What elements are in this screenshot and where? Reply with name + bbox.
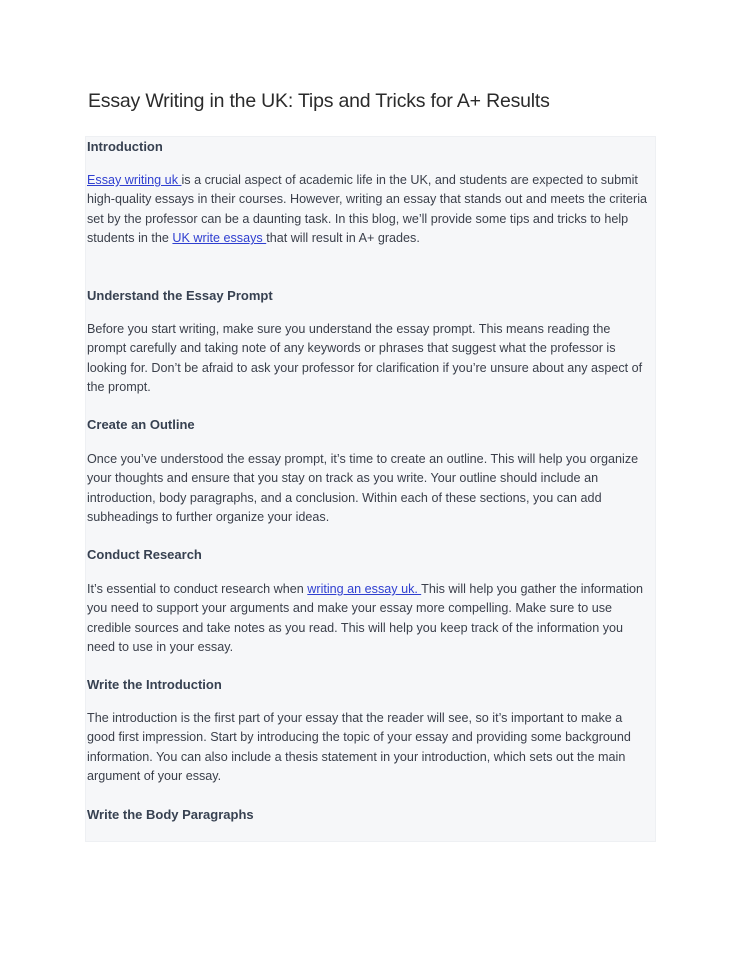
writing-an-essay-uk-link[interactable]: writing an essay uk. [307, 582, 422, 596]
paragraph-introduction [87, 171, 649, 249]
paragraph-write-introduction: The introduction is the first part of your essay that the reader will see, so it’s important to make a good first impression. Start by introducing the topic of your essay and providing some background information. You can also include a thesis statement in your introduction, which sets out the main argument of your essay. [87, 711, 631, 784]
uk-write-essays-link[interactable]: UK write essays [172, 231, 267, 246]
research-text-2: This will help you gather the information you need to support your arguments and make your essay more compelling. Make sure to use credible sources and take notes as you read. This will help you keep track of the information you need to use in your essay. [87, 582, 644, 655]
page-title: Essay Writing in the UK: Tips and Tricks for A+ Results [88, 90, 550, 112]
introduction-text-2: that will result in A+ grades. [266, 231, 420, 246]
heading-introduction: Introduction [87, 139, 163, 154]
heading-conduct-research: Conduct Research [87, 547, 202, 562]
research-text-1: It’s essential to conduct research when [87, 582, 308, 596]
paragraph-create-outline: Once you’ve understood the essay prompt, it’s time to create an outline. This will help you organize your thoughts and ensure that you stay on track as you write. Your outline should include an introduction, body paragraphs, and a conclusion. Within each of these sections, you can add subheadings to further organize your ideas. [87, 452, 639, 525]
heading-write-introduction: Write the Introduction [87, 677, 222, 692]
essay-writing-uk-link[interactable]: Essay writing uk [87, 173, 182, 187]
introduction-text-1: is a crucial aspect of academic life in the UK, and students are expected to submit high-quality essays in their courses. However, writing an essay that stands out and meets the criteria set by the professor can be a daunting task. In this blog, we’ll provide some tips and tricks to help students in the [87, 173, 647, 246]
paragraph-understand-prompt: Before you start writing, make sure you understand the essay prompt. This means reading the prompt carefully and taking note of any keywords or phrases that suggest what the professor is looking for. Don’t be afraid to ask your professor for clarification if you’re unsure about any aspect of the prompt. [87, 322, 643, 395]
heading-understand-prompt: Understand the Essay Prompt [87, 288, 273, 303]
paragraph-conduct-research [87, 580, 649, 658]
heading-write-body-paragraphs: Write the Body Paragraphs [87, 807, 254, 822]
heading-create-outline: Create an Outline [87, 417, 195, 432]
